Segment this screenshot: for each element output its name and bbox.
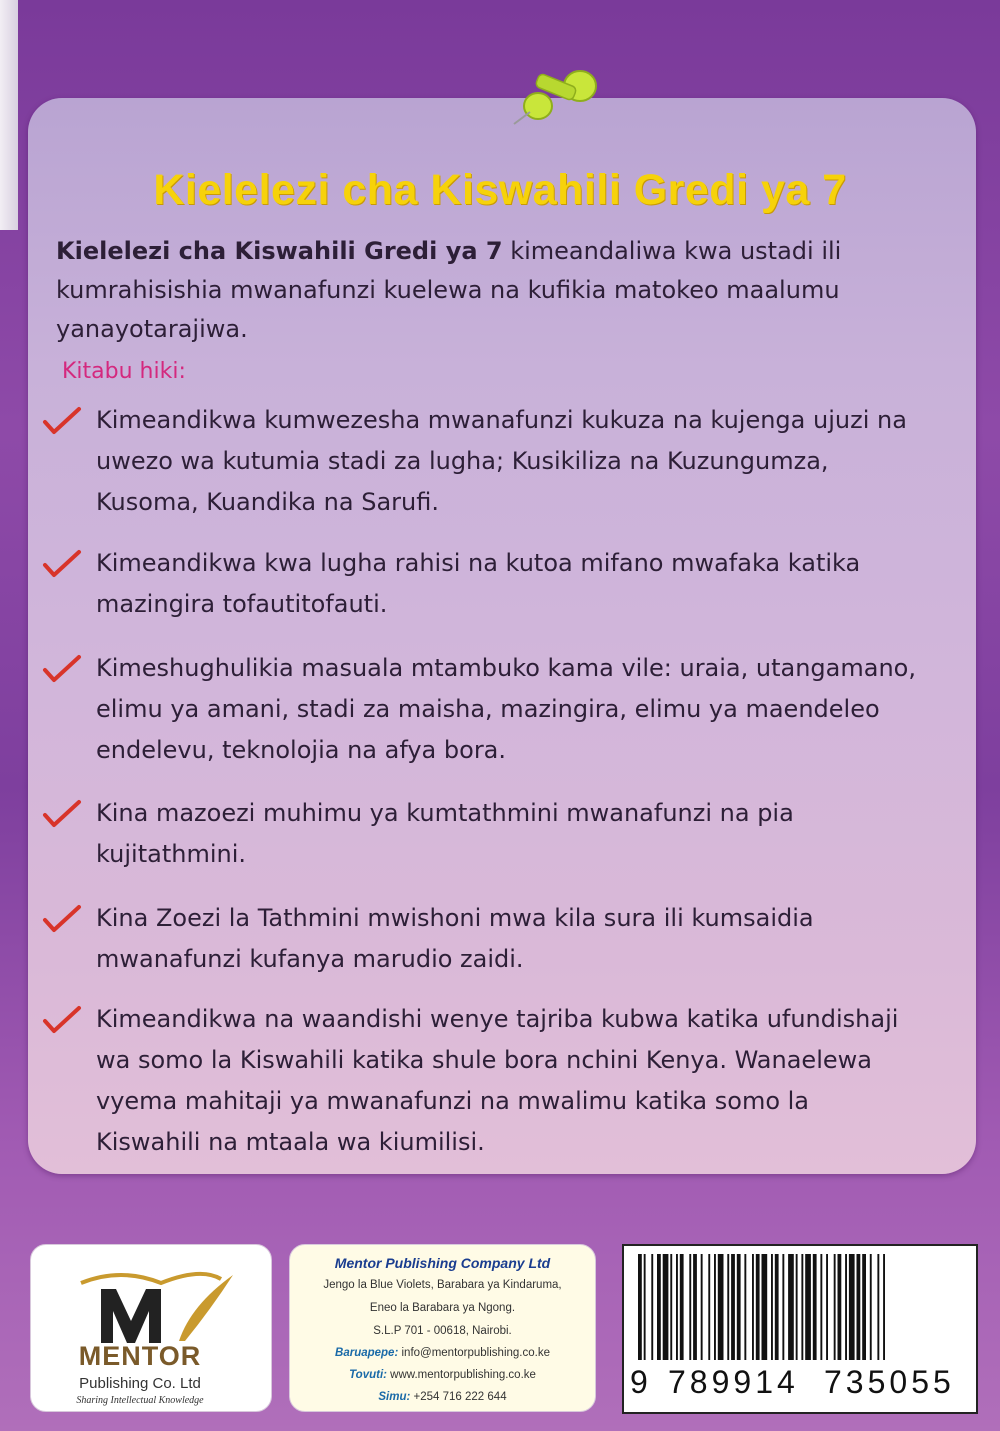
web-label: Tovuti:: [349, 1369, 387, 1381]
kitabu-label: Kitabu hiki:: [62, 359, 186, 384]
bullet-line: Kimeshughulikia masuala mtambuko kama vile: uraia, utangamano,: [96, 654, 916, 682]
checkmark-icon: [42, 406, 82, 436]
bullet-line: Kina mazoezi muhimu ya kumtathmini mwanafunzi na pia: [96, 799, 794, 827]
checkmark-icon: [42, 799, 82, 829]
phone-value: +254 716 222 644: [410, 1391, 507, 1403]
bullet-line: kujitathmini.: [96, 840, 246, 868]
isbn-first-digit: 9: [630, 1364, 648, 1400]
isbn-group2: 735055: [824, 1364, 955, 1400]
email-value: info@mentorpublishing.co.ke: [398, 1347, 550, 1359]
bullet-line: endelevu, teknolojia na afya bora.: [96, 736, 507, 764]
intro-bold-title: Kielelezi cha Kiswahili Gredi ya 7: [56, 237, 503, 265]
bullet-line: Kimeandikwa kumwezesha mwanafunzi kukuza na kujenga ujuzi na: [96, 406, 907, 434]
bullet-line: Kiswahili na mtaala wa kiumilisi.: [96, 1128, 485, 1156]
intro-line2: kumrahisishia mwanafunzi kuelewa na kufikia matokeo maalumu: [56, 276, 840, 304]
pushpin-icon: [500, 66, 610, 136]
email-line: [290, 1347, 595, 1359]
barcode-icon: [634, 1254, 964, 1360]
publisher-company: Mentor Publishing Company Ltd: [334, 1255, 551, 1271]
logo-subtitle: Publishing Co. Ltd: [79, 1375, 201, 1392]
web-value: www.mentorpublishing.co.ke: [386, 1369, 536, 1381]
address-line: S.L.P 701 - 00618, Nairobi.: [373, 1325, 512, 1337]
phone-label: Simu:: [378, 1391, 411, 1403]
book-title: Kielelezi cha Kiswahili Gredi ya 7: [153, 166, 847, 214]
publisher-address-box: [289, 1244, 596, 1412]
email-label: Baruapepe:: [335, 1347, 399, 1359]
bullet-line: Kimeandikwa kwa lugha rahisi na kutoa mifano mwafaka katika: [96, 549, 861, 577]
bullet-line: mazingira tofautitofauti.: [96, 590, 388, 618]
checkmark-icon: [42, 654, 82, 684]
bullet-line: vyema mahitaji ya mwanafunzi na mwalimu katika somo la: [96, 1087, 810, 1115]
logo-tagline: Sharing Intellectual Knowledge: [76, 1395, 204, 1406]
bullet-line: Kusoma, Kuandika na Sarufi.: [96, 488, 439, 516]
phone-line: [290, 1391, 595, 1403]
web-line: [290, 1369, 595, 1381]
isbn-group1: 789914: [668, 1364, 799, 1400]
bullet-line: mwanafunzi kufanya marudio zaidi.: [96, 945, 524, 973]
publisher-logo-box: [30, 1244, 272, 1412]
address-line: Jengo la Blue Violets, Barabara ya Kindaruma,: [323, 1279, 562, 1291]
checkmark-icon: [42, 549, 82, 579]
checkmark-icon: [42, 1005, 82, 1035]
intro-line1: kimeandaliwa kwa ustadi ili: [502, 237, 842, 265]
intro-paragraph: [56, 232, 956, 349]
barcode-box: [622, 1244, 978, 1414]
bullet-line: Kimeandikwa na waandishi wenye tajriba kubwa katika ufundishaji: [96, 1005, 899, 1033]
address-line: Eneo la Barabara ya Ngong.: [369, 1302, 516, 1314]
checkmark-icon: [42, 904, 82, 934]
logo-name: MENTOR: [78, 1341, 202, 1371]
intro-line3: yanayotarajiwa.: [56, 315, 248, 343]
bullet-line: uwezo wa kutumia stadi za lugha; Kusikiliza na Kuzungumza,: [96, 447, 829, 475]
mentor-logo-icon: [61, 1265, 241, 1345]
bullet-line: wa somo la Kiswahili katika shule bora nchini Kenya. Wanaelewa: [96, 1046, 872, 1074]
bullet-line: elimu ya amani, stadi za maisha, mazingira, elimu ya maendeleo: [96, 695, 880, 723]
bullet-line: Kina Zoezi la Tathmini mwishoni mwa kila sura ili kumsaidia: [96, 904, 814, 932]
